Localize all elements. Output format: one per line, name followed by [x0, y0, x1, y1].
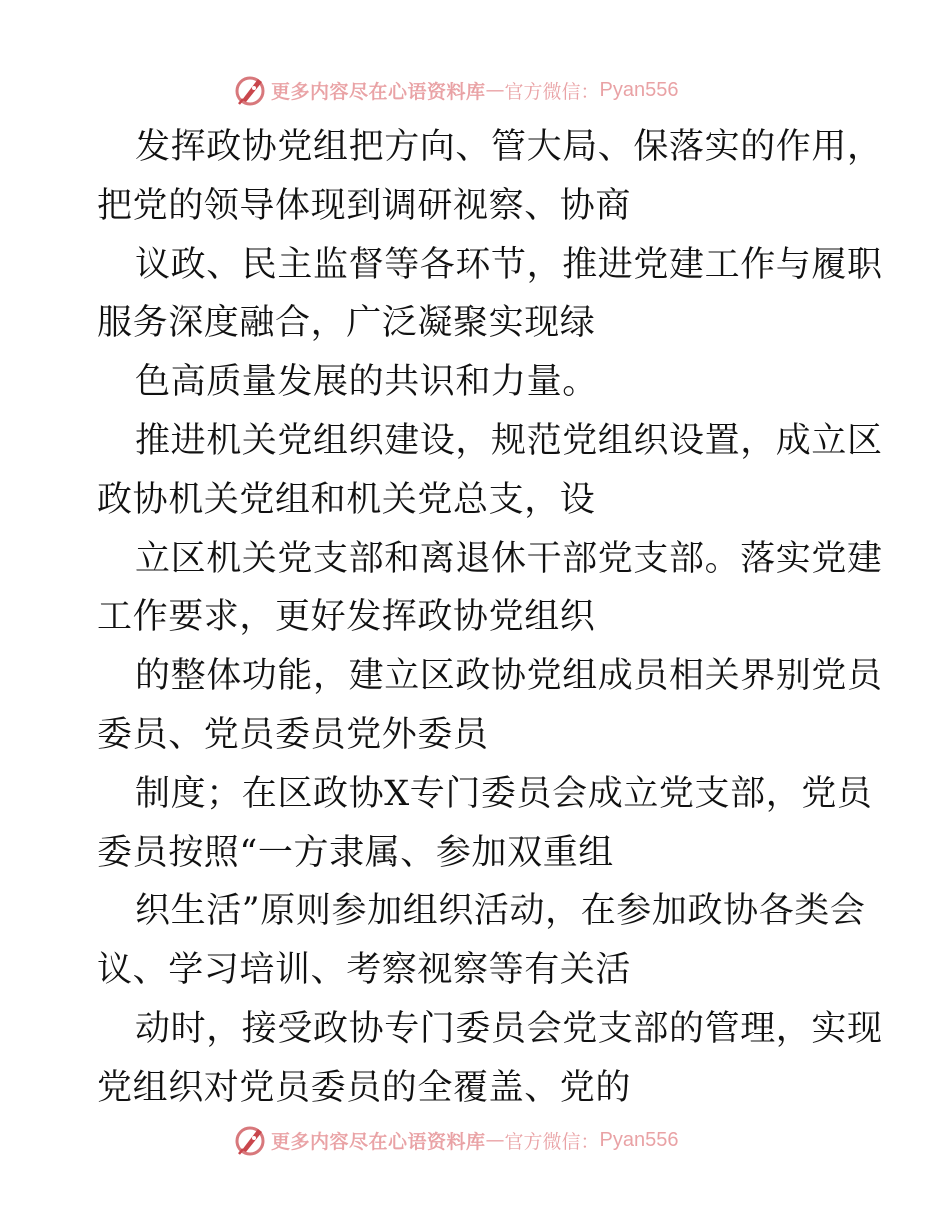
watermark-separator: — — [485, 1129, 505, 1151]
text-line: 立区机关党支部和离退休干部党支部。落实党建 — [135, 538, 883, 579]
text-line: 议、学习培训、考察视察等有关活 — [97, 950, 632, 991]
text-line: 色高质量发展的共识和力量。 — [135, 362, 598, 403]
quill-pen-logo-icon — [233, 1123, 267, 1157]
text-line: 工作要求，更好发挥政协党组织 — [97, 597, 596, 638]
text-line: 发挥政协党组把方向、管大局、保落实的作用， — [135, 127, 883, 167]
header-watermark — [233, 70, 753, 110]
text-line: 政协机关党组和机关党总支，设 — [97, 479, 596, 520]
document-body — [97, 118, 883, 1118]
watermark-separator: — — [485, 79, 505, 101]
watermark-wechat-id: Pyan556 — [599, 78, 679, 101]
text-line: 制度；在区政协X专门委员会成立党支部，党员 — [135, 773, 873, 814]
text-line: 委员、党员委员党外委员 — [97, 714, 489, 755]
quill-pen-logo-icon — [233, 73, 267, 107]
text-line: 织生活”原则参加组织活动，在参加政协各类会 — [135, 891, 866, 932]
watermark-wechat-label: 官方微信： — [504, 1130, 600, 1153]
footer-watermark — [233, 1120, 753, 1160]
text-line: 党组织对党员委员的全覆盖、党的 — [97, 1067, 632, 1108]
text-line: 服务深度融合，广泛凝聚实现绿 — [97, 303, 596, 344]
text-line: 动时，接受政协专门委员会党支部的管理，实现 — [135, 1008, 883, 1049]
text-line: 的整体功能，建立区政协党组成员相关界别党员 — [135, 656, 883, 697]
watermark-main-text: 更多内容尽在心语资料库 — [271, 80, 486, 103]
watermark-main-text: 更多内容尽在心语资料库 — [271, 1130, 486, 1153]
text-line: 把党的领导体现到调研视察、协商 — [97, 185, 632, 226]
watermark-wechat-id: Pyan556 — [599, 1128, 679, 1151]
watermark-wechat-label: 官方微信： — [504, 80, 600, 103]
text-line: 议政、民主监督等各环节，推进党建工作与履职 — [135, 244, 883, 285]
text-line: 推进机关党组织建设，规范党组织设置，成立区 — [135, 420, 883, 461]
text-line: 委员按照“一方隶属、参加双重组 — [97, 832, 614, 873]
